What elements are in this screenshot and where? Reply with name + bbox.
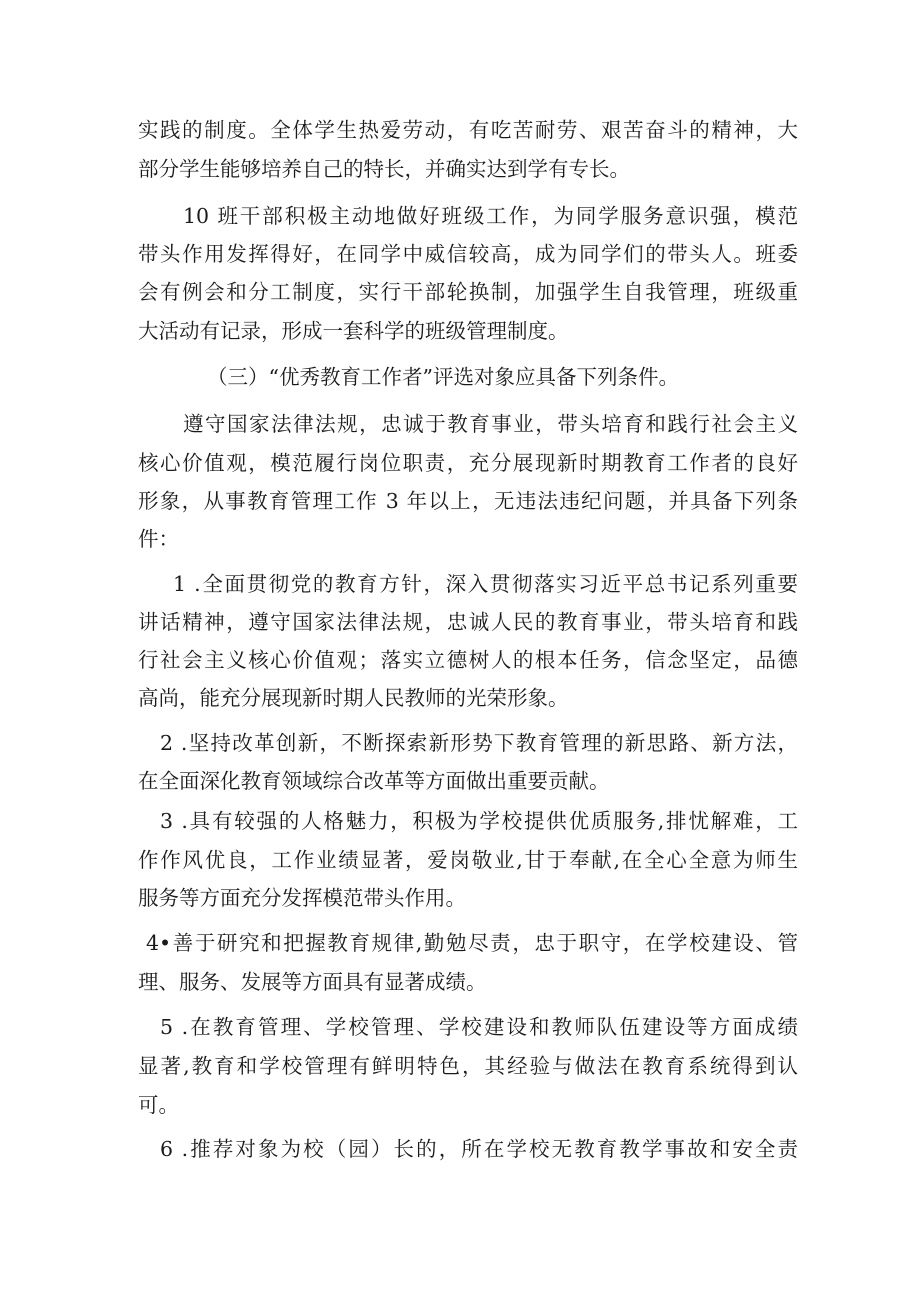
text-line: 讲话精神，遵守国家法律法规，忠诚人民的教育事业，带头培育和践 <box>138 610 798 634</box>
list-item-6: 6 .推荐对象为校（园）长的，所在学校无教育教学事故和安全责 <box>160 1137 798 1161</box>
text-line: 形象，从事教育管理工作 3 年以上，无违法违纪问题，并具备下列条 <box>138 489 798 513</box>
text-line: 遵守国家法律法规，忠诚于教育事业，带头培育和践行社会主义 <box>183 412 798 436</box>
text-line: 大活动有记录，形成一套科学的班级管理制度。 <box>138 319 569 343</box>
list-item-1: 1 .全面贯彻党的教育方针，深入贯彻落实习近平总书记系列重要 <box>173 572 798 596</box>
list-item-2: 2 .坚持改革创新，不断探索新形势下教育管理的新思路、新方法， <box>160 731 798 755</box>
list-item-3: 3 .具有较强的人格魅力，积极为学校提供优质服务,排忧解难，工 <box>160 809 798 833</box>
text-line: 会有例会和分工制度，实行干部轮换制，加强学生自我管理，班级重 <box>138 280 798 304</box>
text-line: 部分学生能够培养自己的特长，并确实达到学有专长。 <box>138 157 630 181</box>
text-line: 作作风优良，工作业绩显著，爱岗敬业,甘于奉献,在全心全意为师生 <box>138 848 798 872</box>
list-item-4: 4•善于研究和把握教育规律,勤勉尽责，忠于职守，在学校建设、管 <box>146 931 798 955</box>
text-line: 实践的制度。全体学生热爱劳动，有吃苦耐劳、艰苦奋斗的精神，大 <box>138 118 798 142</box>
text-line: 核心价值观，模范履行岗位职责，充分展现新时期教育工作者的良好 <box>138 451 798 475</box>
text-line: 在全面深化教育领域综合改革等方面做出重要贡献。 <box>138 769 610 793</box>
text-line: 显著,教育和学校管理有鲜明特色，其经验与做法在教育系统得到认 <box>138 1054 798 1078</box>
section-heading: （三）“优秀教育工作者”评选对象应具备下列条件。 <box>207 365 679 389</box>
text-line: 件： <box>138 527 179 551</box>
list-item-5: 5 .在教育管理、学校管理、学校建设和教师队伍建设等方面成绩 <box>160 1015 798 1039</box>
text-line: 10 班干部积极主动地做好班级工作，为同学服务意识强，模范 <box>183 204 798 228</box>
text-line: 行社会主义核心价值观；落实立德树人的根本任务，信念坚定，品德 <box>138 648 798 672</box>
text-line: 可。 <box>138 1093 179 1117</box>
text-line: 带头作用发挥得好，在同学中威信较高，成为同学们的带头人。班委 <box>138 242 798 266</box>
text-line: 理、服务、发展等方面具有显著成绩。 <box>138 970 487 994</box>
text-line: 高尚，能充分展现新时期人民教师的光荣形象。 <box>138 686 569 710</box>
text-line: 服务等方面充分发挥模范带头作用。 <box>138 886 466 910</box>
